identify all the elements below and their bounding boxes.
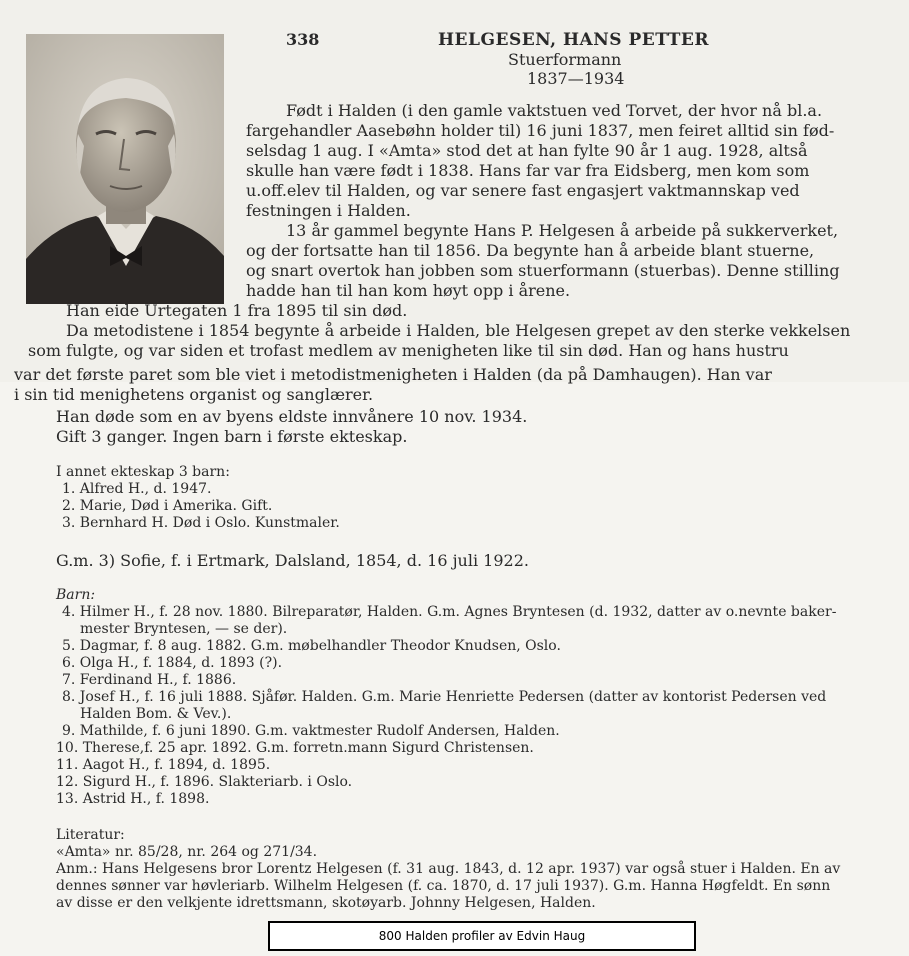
bio-line: Født i Halden (i den gamle vaktstuen ved Torvet, der hvor nå bl.a. [286, 101, 823, 120]
bio-line: og der fortsatte han til 1856. Da begynte han å arbeide blant stuerne, [246, 241, 815, 260]
bio-line: fargehandler Aasebøhn holder til) 16 juni 1837, men feiret alltid sin fød- [246, 121, 835, 140]
bio-line: var det første paret som ble viet i metodistmenigheten i Halden (da på Damhaugen). Han var [14, 365, 772, 384]
bio-line: Gift 3 ganger. Ingen barn i første ekteskap. [56, 427, 408, 446]
child-entry: 3. Bernhard H. Død i Oslo. Kunstmaler. [62, 515, 340, 531]
bio-line: Da metodistene i 1854 begynte å arbeide i Halden, ble Helgesen grepet av den sterke vekkelsen [66, 321, 851, 340]
literature-heading: Literatur: [56, 827, 125, 843]
child-entry: 11. Aagot H., f. 1894, d. 1895. [56, 757, 271, 773]
bio-line: hadde han til han kom høyt opp i årene. [246, 281, 571, 300]
child-entry: 5. Dagmar, f. 8 aug. 1882. G.m. møbelhandler Theodor Knudsen, Oslo. [62, 638, 561, 654]
bio-line: i sin tid menighetens organist og sanglærer. [14, 385, 374, 404]
child-entry: 13. Astrid H., f. 1898. [56, 791, 210, 807]
child-entry: Halden Bom. & Vev.). [80, 706, 232, 722]
literature-line: dennes sønner var høvleriarb. Wilhelm Helgesen (f. ca. 1870, d. 17 juli 1937). G.m. Hanna Høgfeldt. En sønn [56, 878, 831, 894]
child-entry: 1. Alfred H., d. 1947. [62, 481, 212, 497]
child-entry: 10. Therese,f. 25 apr. 1892. G.m. forretn.mann Sigurd Christensen. [56, 740, 534, 756]
child-entry: 7. Ferdinand H., f. 1886. [62, 672, 237, 688]
child-entry: 6. Olga H., f. 1884, d. 1893 (?). [62, 655, 283, 671]
child-entry: 8. Josef H., f. 16 juli 1888. Sjåfør. Halden. G.m. Marie Henriette Pedersen (datter av kontorist Pedersen ved [62, 689, 827, 705]
child-entry: mester Bryntesen, — se der). [80, 621, 288, 637]
bio-line: Han døde som en av byens eldste innvånere 10 nov. 1934. [56, 407, 528, 426]
portrait-photo [26, 34, 224, 304]
child-entry: 12. Sigurd H., f. 1896. Slakteriarb. i Oslo. [56, 774, 353, 790]
bio-line: festningen i Halden. [246, 201, 411, 220]
entry-occupation: Stuerformann [508, 50, 622, 69]
marriage2-heading: I annet ekteskap 3 barn: [56, 464, 230, 480]
bio-line: Han eide Urtegaten 1 fra 1895 til sin død. [66, 301, 408, 320]
literature-line: av disse er den velkjente idrettsmann, skotøyarb. Johnny Helgesen, Halden. [56, 895, 596, 911]
children-label: Barn: [56, 587, 96, 603]
caption-box: 800 Halden profiler av Edvin Haug [268, 921, 696, 951]
literature-line: «Amta» nr. 85/28, nr. 264 og 271/34. [56, 844, 318, 860]
child-entry: 2. Marie, Død i Amerika. Gift. [62, 498, 273, 514]
child-entry: 4. Hilmer H., f. 28 nov. 1880. Bilreparatør, Halden. G.m. Agnes Bryntesen (d. 1932, datter av o.nevnte baker- [62, 604, 837, 620]
child-entry: 9. Mathilde, f. 6 juni 1890. G.m. vaktmester Rudolf Andersen, Halden. [62, 723, 560, 739]
bio-line: og snart overtok han jobben som stuerformann (stuerbas). Denne stilling [246, 261, 840, 280]
entry-name: HELGESEN, HANS PETTER [438, 30, 709, 50]
bio-line: som fulgte, og var siden et trofast medlem av menigheten like til sin død. Han og hans hustru [28, 341, 789, 360]
bio-line: u.off.elev til Halden, og var senere fast engasjert vaktmannskap ved [246, 181, 800, 200]
bio-line: selsdag 1 aug. I «Amta» stod det at han fylte 90 år 1 aug. 1928, altså [246, 141, 808, 160]
page-number: 338 [286, 30, 320, 49]
bio-line: 13 år gammel begynte Hans P. Helgesen å arbeide på sukkerverket, [286, 221, 839, 240]
literature-line: Anm.: Hans Helgesens bror Lorentz Helgesen (f. 31 aug. 1843, d. 12 apr. 1937) var også stuer i Halden. En av [56, 861, 841, 877]
marriage3-heading: G.m. 3) Sofie, f. i Ertmark, Dalsland, 1854, d. 16 juli 1922. [56, 551, 529, 570]
bio-line: skulle han være født i 1838. Hans far var fra Eidsberg, men kom som [246, 161, 810, 180]
entry-years: 1837—1934 [527, 69, 625, 88]
